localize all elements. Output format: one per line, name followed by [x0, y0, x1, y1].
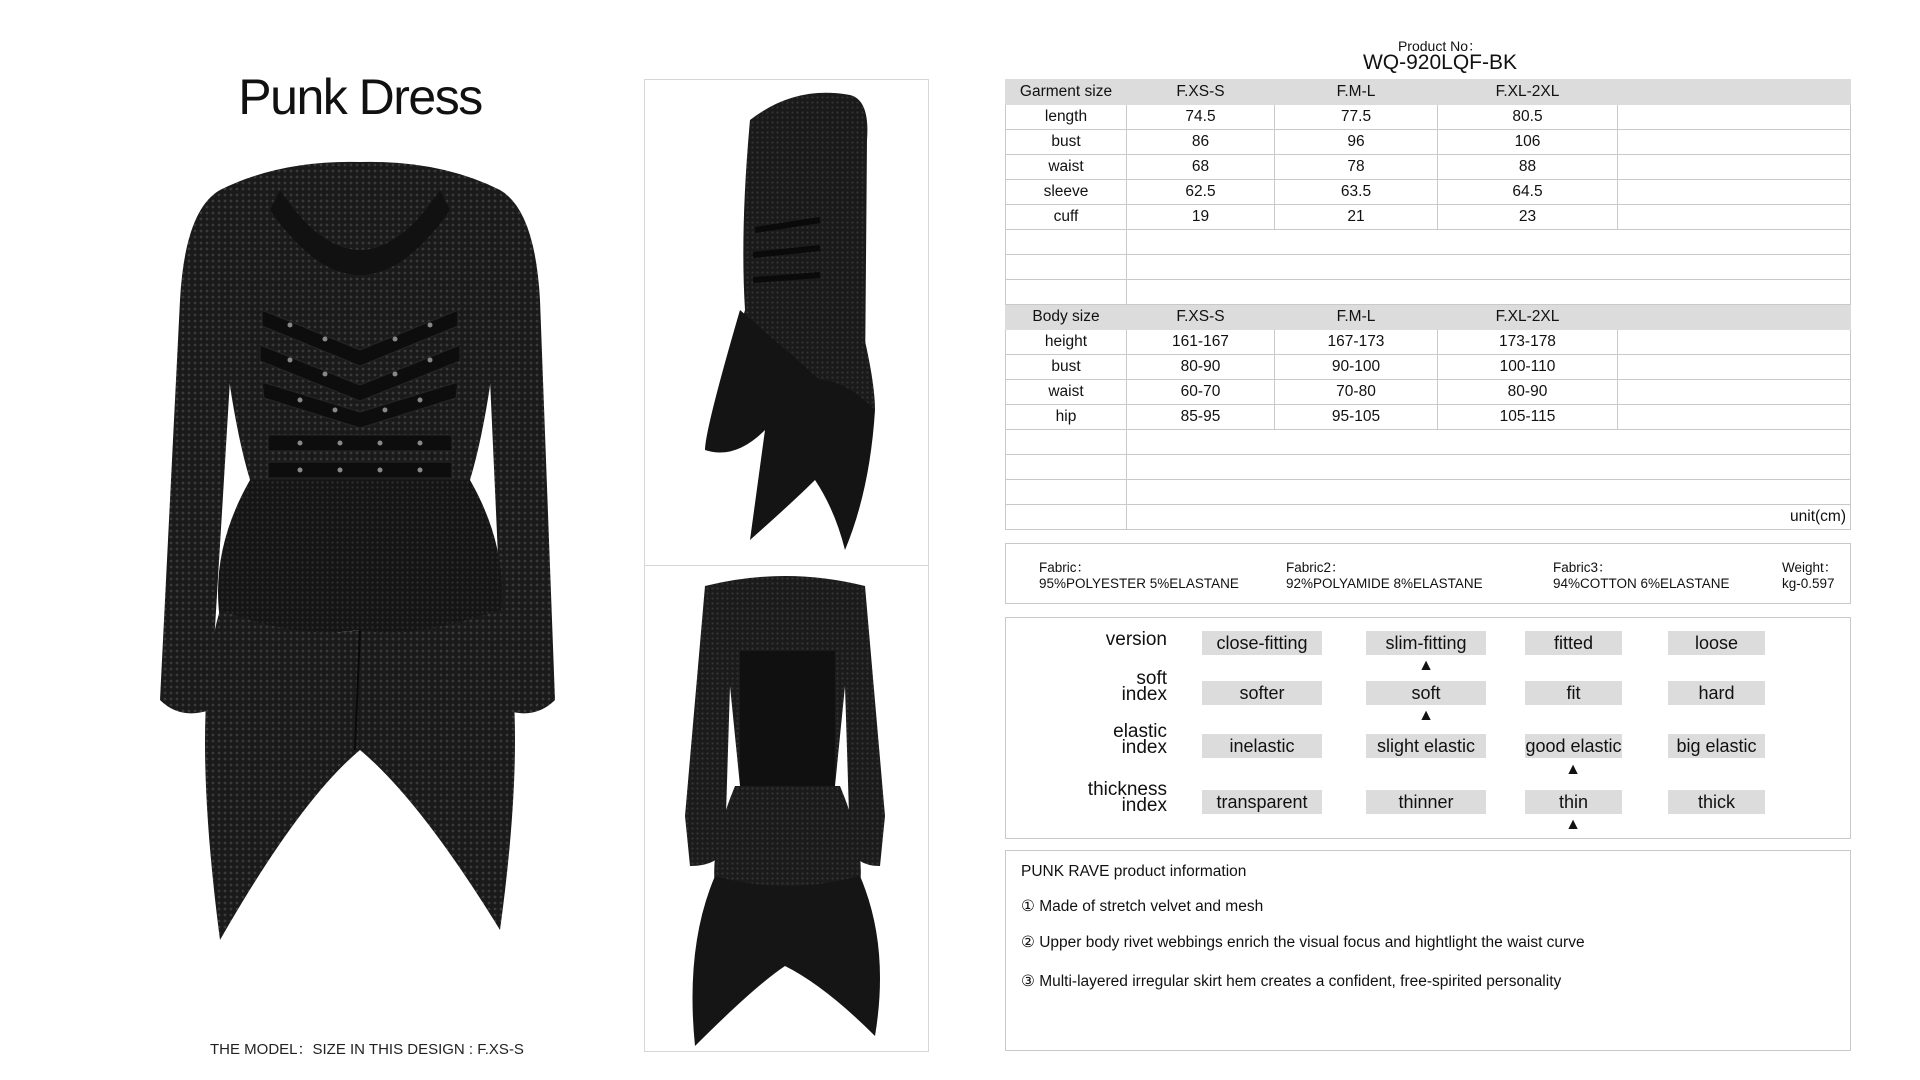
table-cell: 77.5 — [1275, 105, 1438, 130]
table-row — [1006, 330, 1851, 355]
fabric-3 — [1553, 560, 1730, 592]
empty-row — [1006, 280, 1851, 305]
version-option: fitted — [1525, 631, 1622, 655]
version-label — [1105, 629, 1167, 650]
table-header-cell: F.XS-S — [1127, 305, 1275, 330]
table-cell: 80-90 — [1438, 380, 1618, 405]
elastic-option: inelastic — [1202, 734, 1322, 758]
thickness-index-label — [1087, 779, 1167, 816]
table-row — [1006, 355, 1851, 380]
table-cell: 80-90 — [1127, 355, 1275, 380]
elastic-index-label — [1113, 721, 1167, 758]
table-cell — [1618, 130, 1851, 155]
empty-row — [1006, 430, 1851, 455]
table-cell: 95-105 — [1275, 405, 1438, 430]
table-cell: bust — [1006, 355, 1127, 380]
table-cell: height — [1006, 330, 1127, 355]
table-cell: 88 — [1438, 155, 1618, 180]
table-row — [1006, 205, 1851, 230]
version-option: close-fitting — [1202, 631, 1322, 655]
info-heading: PUNK RAVE product information — [1021, 863, 1247, 880]
table-cell: 161-167 — [1127, 330, 1275, 355]
fabric-2-value: 92%POLYAMIDE 8%ELASTANE — [1286, 576, 1483, 591]
table-cell — [1618, 380, 1851, 405]
fabric-3-label: Fabric3： — [1553, 560, 1612, 575]
table-cell: 23 — [1438, 205, 1618, 230]
table-cell: 106 — [1438, 130, 1618, 155]
fabric-2-label: Fabric2： — [1286, 560, 1345, 575]
thickness-option: thinner — [1366, 790, 1486, 814]
table-cell: 86 — [1127, 130, 1275, 155]
table-cell: 78 — [1275, 155, 1438, 180]
table-cell — [1618, 205, 1851, 230]
thickness-option: transparent — [1202, 790, 1322, 814]
table-cell — [1618, 180, 1851, 205]
table-cell — [1618, 105, 1851, 130]
front-photo — [150, 150, 570, 980]
fabric-2 — [1286, 560, 1483, 592]
garment-size-header-row — [1006, 80, 1851, 105]
weight — [1782, 560, 1837, 592]
weight-label: Weight： — [1782, 560, 1838, 575]
table-row — [1006, 405, 1851, 430]
table-cell — [1618, 405, 1851, 430]
model-size-note: THE MODEL：SIZE IN THIS DESIGN : F.XS-S — [210, 1041, 524, 1058]
elastic-option: big elastic — [1668, 734, 1765, 758]
selected-marker-icon: ▲ — [1418, 707, 1434, 724]
index-label-line: index — [1121, 737, 1167, 758]
table-cell: 105-115 — [1438, 405, 1618, 430]
fit-index-box — [1005, 617, 1851, 839]
table-cell: 62.5 — [1127, 180, 1275, 205]
table-cell: sleeve — [1006, 180, 1127, 205]
soft-option: hard — [1668, 681, 1765, 705]
soft-option: soft — [1366, 681, 1486, 705]
table-cell: 96 — [1275, 130, 1438, 155]
thickness-option: thick — [1668, 790, 1765, 814]
table-cell: 21 — [1275, 205, 1438, 230]
table-header-cell: F.XS-S — [1127, 80, 1275, 105]
table-header-cell: F.M-L — [1275, 80, 1438, 105]
empty-row — [1006, 455, 1851, 480]
index-label-line: soft — [1136, 668, 1167, 689]
table-cell — [1618, 330, 1851, 355]
table-header-cell: Body size — [1006, 305, 1127, 330]
product-number: WQ-920LQF-BK — [1362, 51, 1518, 74]
fabric-info-box — [1005, 543, 1851, 604]
size-table — [1005, 79, 1851, 530]
body-size-header-row — [1006, 305, 1851, 330]
index-label-line: index — [1121, 684, 1167, 705]
fabric-1 — [1039, 560, 1239, 592]
table-cell: length — [1006, 105, 1127, 130]
fabric-3-value: 94%COTTON 6%ELASTANE — [1553, 576, 1730, 591]
table-cell: 60-70 — [1127, 380, 1275, 405]
empty-row — [1006, 255, 1851, 280]
page-title: Punk Dress — [238, 69, 482, 125]
unit-label: unit(cm) — [1127, 505, 1851, 530]
back-view-photo — [644, 565, 929, 1052]
table-header-cell: Garment size — [1006, 80, 1127, 105]
unit-row — [1006, 505, 1851, 530]
table-header-cell: F.XL-2XL — [1438, 80, 1618, 105]
thickness-option: thin — [1525, 790, 1622, 814]
table-cell: 68 — [1127, 155, 1275, 180]
weight-value: kg-0.597 — [1782, 576, 1835, 591]
table-cell: 74.5 — [1127, 105, 1275, 130]
index-label-line: elastic — [1113, 721, 1167, 742]
selected-marker-icon: ▲ — [1565, 816, 1581, 833]
selected-marker-icon: ▲ — [1565, 761, 1581, 778]
info-point: ② Upper body rivet webbings enrich the visual focus and hightlight the waist curve — [1021, 934, 1585, 951]
selected-marker-icon: ▲ — [1418, 657, 1434, 674]
table-cell: 167-173 — [1275, 330, 1438, 355]
soft-index-label — [1121, 668, 1167, 705]
index-label-line: version — [1105, 629, 1167, 650]
table-row — [1006, 105, 1851, 130]
soft-option: fit — [1525, 681, 1622, 705]
table-row — [1006, 155, 1851, 180]
version-option: slim-fitting — [1366, 631, 1486, 655]
table-cell: 80.5 — [1438, 105, 1618, 130]
table-cell — [1618, 305, 1851, 330]
table-cell: hip — [1006, 405, 1127, 430]
table-cell: waist — [1006, 380, 1127, 405]
table-cell — [1618, 80, 1851, 105]
table-cell: 100-110 — [1438, 355, 1618, 380]
side-view-photo — [644, 79, 929, 566]
table-cell: waist — [1006, 155, 1127, 180]
soft-option: softer — [1202, 681, 1322, 705]
fabric-1-value: 95%POLYESTER 5%ELASTANE — [1039, 576, 1239, 591]
table-cell: 173-178 — [1438, 330, 1618, 355]
info-point: ① Made of stretch velvet and mesh — [1021, 898, 1264, 915]
product-info-box — [1005, 850, 1851, 1051]
table-cell: bust — [1006, 130, 1127, 155]
elastic-option: slight elastic — [1366, 734, 1486, 758]
table-cell — [1618, 155, 1851, 180]
table-cell: 85-95 — [1127, 405, 1275, 430]
empty-row — [1006, 230, 1851, 255]
table-cell: 70-80 — [1275, 380, 1438, 405]
product-no-label: Product No： — [1397, 38, 1483, 54]
version-option: loose — [1668, 631, 1765, 655]
index-label-line: index — [1121, 795, 1167, 816]
fabric-1-label: Fabric： — [1039, 560, 1091, 575]
table-cell: 90-100 — [1275, 355, 1438, 380]
table-cell: cuff — [1006, 205, 1127, 230]
table-cell: 63.5 — [1275, 180, 1438, 205]
table-header-cell: F.XL-2XL — [1438, 305, 1618, 330]
table-cell: 19 — [1127, 205, 1275, 230]
empty-row — [1006, 480, 1851, 505]
table-cell — [1618, 355, 1851, 380]
info-point: ③ Multi-layered irregular skirt hem creates a confident, free-spirited personality — [1021, 973, 1562, 990]
table-cell: 64.5 — [1438, 180, 1618, 205]
index-label-line: thickness — [1087, 779, 1167, 800]
table-row — [1006, 380, 1851, 405]
table-row — [1006, 130, 1851, 155]
table-header-cell: F.M-L — [1275, 305, 1438, 330]
elastic-option: good elastic — [1525, 736, 1622, 756]
table-row — [1006, 180, 1851, 205]
